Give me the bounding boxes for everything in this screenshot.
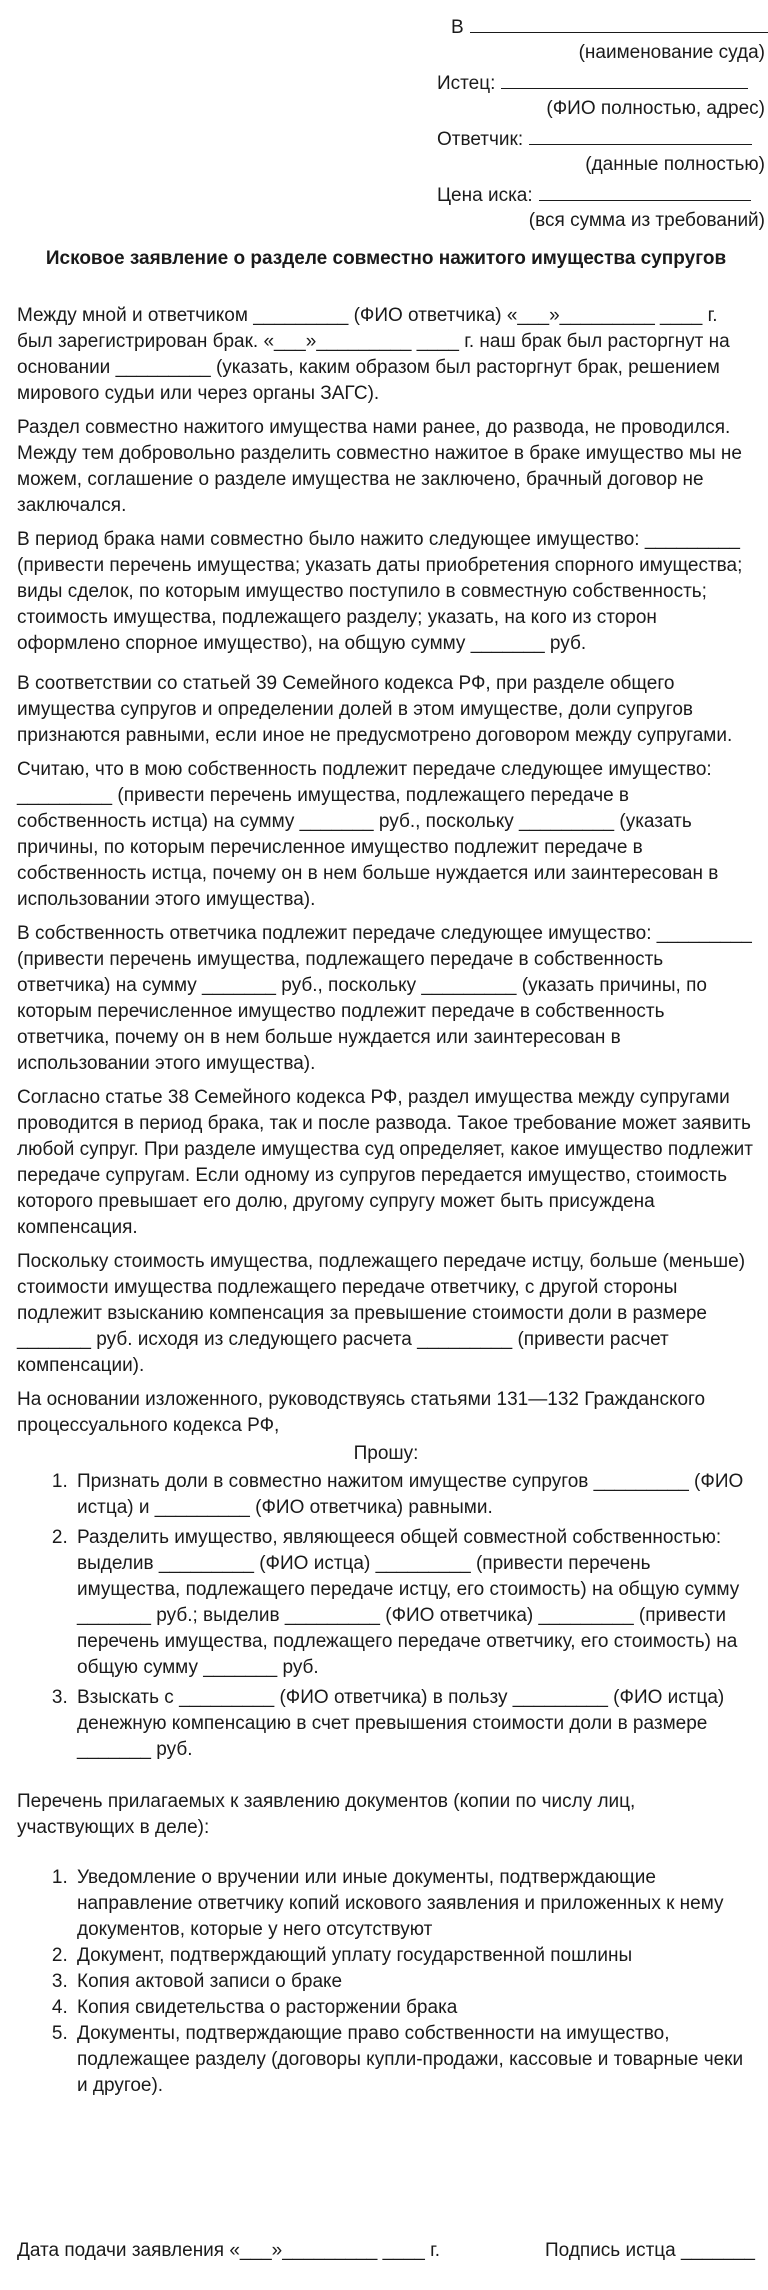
request-item: 2. Разделить имущество, являющееся общей совместной собственностью: выделив _________ (ФИО истца) _________ (привести перечень имущества, подлежащего передаче истцу, его стоимость) на общую сумму _______ руб.; выделив _________ (ФИО ответчика) _________ (привести перечень имущества, подлежащего передаче ответчику, его стоимость) на общую сумму _______ руб. bbox=[73, 1525, 755, 1681]
attachment-item: 3. Копия актовой записи о браке bbox=[73, 1969, 755, 1995]
defendant-label: Ответчик: bbox=[437, 129, 524, 150]
signature-row bbox=[17, 2238, 755, 2268]
paragraph-no-division: Раздел совместно нажитого имущества нами ранее, до развода, не проводился. Между тем добровольно разделить совместно нажитое в браке имущество мы не можем, соглашение о разделе имущества не заключено, брачный договор не заключался. bbox=[17, 417, 742, 516]
paragraph-grounds: На основании изложенного, руководствуясь статьями 131—132 Гражданского процессуального кодекса РФ, bbox=[17, 1389, 706, 1436]
attachment-item: 5. Документы, подтверждающие право собственности на имущество, подлежащее разделу (договоры купли-продажи, кассовые и товарные чеки и другое). bbox=[73, 2021, 755, 2099]
request-item: 3. Взыскать с _________ (ФИО ответчика) в пользу _________ (ФИО истца) денежную компенсацию в счет превышения стоимости доли в размере _______ руб. bbox=[73, 1685, 755, 1763]
plaintiff-blank-line bbox=[501, 68, 748, 89]
attachment-item: 2. Документ, подтверждающий уплату государственной пошлины bbox=[73, 1943, 755, 1969]
attachment-item: 1. Уведомление о вручении или иные документы, подтверждающие направление ответчику копий искового заявления и приложенных к нему документов, которые у него отсутствуют bbox=[73, 1865, 755, 1943]
document-title: Исковое заявление о разделе совместно нажитого имущества супругов bbox=[45, 248, 727, 269]
paragraph-property: В период брака нами совместно было нажито следующее имущество: _________ (привести перечень имущества; указать даты приобретения спорного имущества; виды сделок, по которым имущество поступило в совместную собственность; стоимость имущества, подлежащего разделу; указать, на кого из сторон оформлено спорное имущество), на общую сумму _______ руб. bbox=[17, 529, 743, 654]
price-row bbox=[437, 180, 767, 208]
paragraph-plaintiff-share: Считаю, что в мою собственность подлежит передаче следующее имущество: _________ (привести перечень имущества, подлежащего передаче в собственность истца) на сумму _______ руб., поскольку _________ (указать причины, по которым перечисленное имущество подлежит передаче в собственность истца, почему он в нем больше нуждается или заинтересован в использовании этого имущества). bbox=[17, 759, 719, 910]
plaintiff-row bbox=[437, 68, 767, 96]
price-blank-line bbox=[539, 180, 751, 201]
price-hint: (вся сумма из требований) bbox=[528, 210, 765, 231]
request-heading: Прошу: bbox=[353, 1443, 419, 1464]
paragraph-article-38: Согласно статье 38 Семейного кодекса РФ, раздел имущества между супругами проводится в период брака, так и после развода. Такое требование может заявить любой супруг. При разделе имущества суд определяет, какое имущество подлежит передаче супругам. Если одному из супругов передается имущество, стоимость которого превышает его долю, другому супругу может быть присуждена компенсация. bbox=[17, 1087, 753, 1238]
defendant-blank-line bbox=[529, 124, 752, 145]
price-label: Цена иска: bbox=[437, 185, 533, 206]
paragraph-compensation: Поскольку стоимость имущества, подлежащего передаче истцу, больше (меньше) стоимости имущества подлежащего передаче ответчику, с другой стороны подлежит взысканию компенсация за превышение стоимости доли в размере _______ руб. исходя из следующего расчета _________ (привести расчет компенсации). bbox=[17, 1251, 746, 1376]
attachments-heading: Перечень прилагаемых к заявлению документов (копии по числу лиц, участвующих в деле): bbox=[17, 1791, 636, 1838]
defendant-hint: (данные полностью) bbox=[585, 154, 765, 175]
attachment-item: 4. Копия свидетельства о расторжении брака bbox=[73, 1995, 755, 2021]
request-item: 1. Признать доли в совместно нажитом имуществе супругов _________ (ФИО истца) и _________ (ФИО ответчика) равными. bbox=[73, 1469, 755, 1521]
signature-label: Подпись истца _______ bbox=[545, 2240, 755, 2261]
paragraph-defendant-share: В собственность ответчика подлежит передаче следующее имущество: _________ (привести перечень имущества, подлежащего передаче в собственность ответчика) на сумму _______ руб., поскольку _________ (указать причины, по которым перечисленное имущество подлежит передаче в собственность ответчика, почему он в нем больше нуждается или заинтересован в использовании этого имущества). bbox=[17, 923, 752, 1074]
court-hint: (наименование суда) bbox=[578, 42, 765, 63]
document-body bbox=[17, 303, 755, 2099]
plaintiff-hint: (ФИО полностью, адрес) bbox=[546, 98, 765, 119]
plaintiff-label: Истец: bbox=[437, 73, 496, 94]
attachments-list bbox=[17, 1865, 755, 2099]
court-row bbox=[451, 12, 767, 40]
court-blank-line bbox=[470, 12, 768, 33]
paragraph-article-39: В соответствии со статьей 39 Семейного кодекса РФ, при разделе общего имущества супругов и определении долей в этом имуществе, доли супругов признаются равными, если иное не предусмотрено договором между супругами. bbox=[17, 673, 733, 746]
paragraph-marriage: Между мной и ответчиком _________ (ФИО ответчика) «___»_________ ____ г. был зарегистрирован брак. «___»_________ ____ г. наш брак был расторгнут на основании _________ (указать, каким образом был расторгнут брак, решением мирового судьи или через органы ЗАГС). bbox=[17, 305, 730, 404]
court-label: В bbox=[451, 17, 464, 38]
request-list bbox=[17, 1469, 755, 1763]
defendant-row bbox=[437, 124, 767, 152]
filing-date-label: Дата подачи заявления «___»_________ ____ г. bbox=[17, 2240, 441, 2261]
addressee-block bbox=[437, 12, 767, 236]
